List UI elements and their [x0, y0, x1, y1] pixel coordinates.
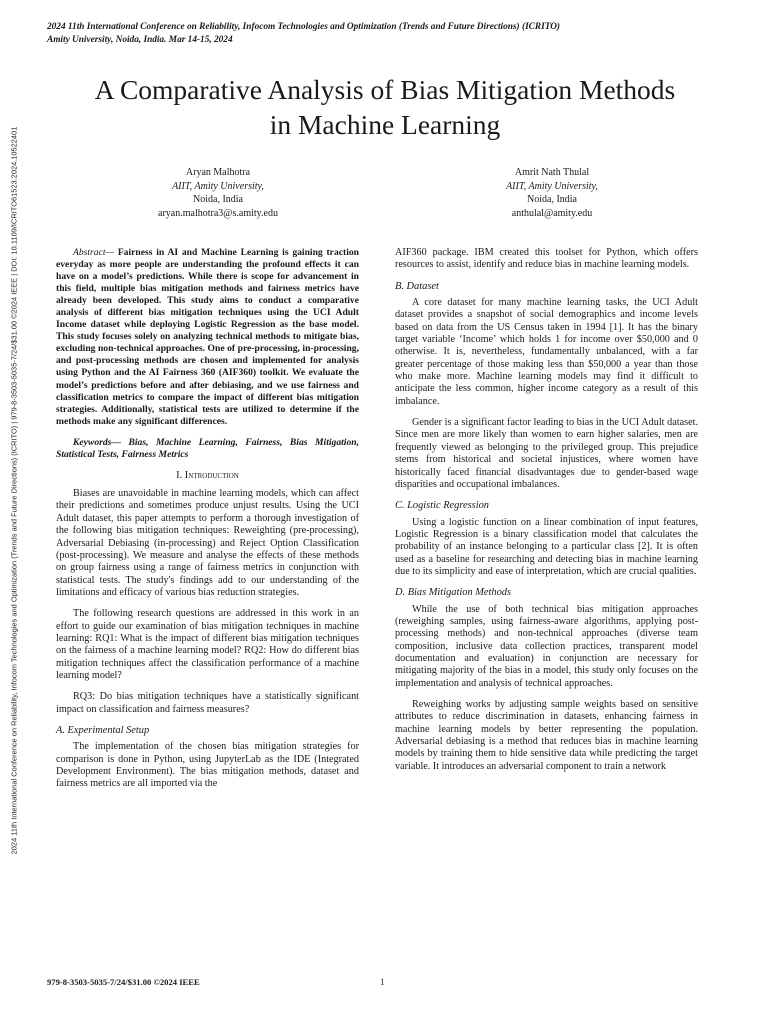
author-location: Noida, India — [193, 194, 243, 205]
subsection-heading-bias-mitigation: D. Bias Mitigation Methods — [395, 587, 512, 599]
author-name: Aryan Malhotra — [185, 167, 251, 178]
keywords-label: Keywords— — [73, 436, 121, 448]
bias-mitigation-paragraph-2: Reweighing works by adjusting sample weights based on sensitive attributes to reduce discrimination in datasets, enhancing fairness in machine learning models by better representing the population. Adversarial debiasing is a method that reduces bias in machine learning models by training them to hide sensitive data while predicting the target variable. It introduces an adversarial component to train a network — [395, 699, 698, 772]
author-affiliation: AIIT, Amity University, — [172, 180, 264, 192]
title-line-1: A Comparative Analysis of Bias Mitigation Methods — [94, 74, 676, 105]
author-affiliation: AIIT, Amity University, — [506, 180, 598, 192]
footer-isbn: 979-8-3503-5035-7/24/$31.00 ©2024 IEEE — [47, 977, 200, 987]
bias-mitigation-paragraph-1: While the use of both technical bias mitigation approaches (reweighing samples, using fairness-aware algorithms, applying post-processing methods) and non-technical approaches (diverse team composition, inclusive data collection practices, transparent model documentation and evaluation) in conjunction are necessary for mitigating majority of the bias in a model, this study only focuses on the implementation and analysis of technical approaches. — [395, 603, 698, 689]
subsection-heading-experimental-setup: A. Experimental Setup — [56, 724, 150, 736]
conference-name: 2024 11th International Conference on Reliability, Infocom Technologies and Optimization (Trends and Future Directions) (ICRITO) — [47, 22, 561, 32]
author-email: aryan.malhotra3@s.amity.edu — [158, 207, 278, 219]
left-column — [56, 247, 359, 800]
abstract-text: Fairness in AI and Machine Learning is gaining traction everyday as more people are understanding the profound effects it can have on a model’s predictions. While there is scope for advancement in this field, multiple bias mitigation methods and fairness metrics have already been developed. This study aims to conduct a comparative analysis of different bias mitigation techniques using the UCI Adult Income dataset while deploying Logistic Regression as the base model. This study focuses solely on analyzing technical methods to mitigate bias, excluding non-technical approaches. One of pre-processing, in-processing, and post-processing methods are chosen and implemented for analysis using Python and the AI Fairness 360 (AIF360) toolkit. We evaluate the model’s predictions before and after debiasing, and we use fairness and classification metrics to compare the impact of different bias mitigation strategies. Additionally, statistical tests are utilized to determine if the methods make any significant differences. — [56, 247, 359, 427]
abstract-label: Abstract— — [73, 247, 115, 258]
keywords — [56, 437, 359, 461]
paper-title — [40, 72, 730, 142]
author-email: anthulal@amity.edu — [511, 207, 593, 219]
subsection-heading-dataset: B. Dataset — [395, 280, 439, 292]
section-heading-introduction: I. Introduction — [176, 469, 239, 481]
dataset-paragraph-2: Gender is a significant factor leading to bias in the UCI Adult dataset. Since men are more likely than women to earn higher salaries, men are frequently viewed as belonging to the privileged group. This prejudice stems from historical and societal injustices, where women have historically faced financial disadvantages due to gender-based wage disparities and occupational imbalances. — [395, 417, 698, 490]
logistic-regression-paragraph: Using a logistic function on a linear combination of input features, Logistic Regression is a binary classification model that calculates the probability of an instance belonging to a particular class [2]. It is often used as a baseline for researching and detecting bias in machine learning due to its simplicity and ease of interpretation, which are crucial qualities. — [395, 516, 698, 577]
intro-paragraph-3: RQ3: Do bias mitigation techniques have a statistically significant impact on classification and fairness measures? — [56, 691, 359, 715]
author-name: Amrit Nath Thulal — [514, 167, 590, 178]
keywords-text: Bias, Machine Learning, Fairness, Bias Mitigation, Statistical Tests, Fairness Metrics — [56, 436, 359, 460]
conference-venue: Amity University, Noida, India. Mar 14-15, 2024 — [47, 35, 233, 45]
intro-paragraph-2: The following research questions are addressed in this work in an effort to guide our examination of bias mitigation techniques in machine learning: RQ1: What is the impact of different bias mitigation techniques on the fairness of a machine learning model? RQ2: How do different bias mitigation techniques affect the classification performance of a machine learning model? — [56, 608, 359, 681]
author-block-1 — [88, 166, 348, 220]
conference-header — [47, 21, 737, 47]
doi-side-text: 2024 11th International Conference on Reliability, Infocom Technologies and Optimization (Trends and Future Directions) (ICRITO) | 979-8-3503-5035-7/24/$31.00 ©2024 IEEE | DOI: 10.1109/ICRITO61523.2024.10522401 — [9, 126, 19, 854]
subsection-heading-logistic-regression: C. Logistic Regression — [395, 500, 489, 512]
dataset-paragraph-1: A core dataset for many machine learning tasks, the UCI Adult dataset provides a snapshot of social demographics and income levels based on data from the US Census taken in 1994 [1]. It has the binary target variable ‘Income’ which holds 1 for income over $50,000 and 0 otherwise. It is, nevertheless, fundamentally unbalanced, with a far greater percentage of those making less than $50,000 a year than those who make more. Machine learning models may find it difficult to anticipate the less common, higher income category as a result of this imbalance. — [395, 297, 698, 407]
page-number: 1 — [380, 977, 385, 987]
title-line-2: in Machine Learning — [269, 109, 501, 140]
right-column — [395, 247, 698, 782]
abstract — [56, 247, 359, 428]
doi-side-strip — [2, 10, 26, 970]
experimental-setup-paragraph: The implementation of the chosen bias mitigation strategies for comparison is done in Python, using JupyterLab as the IDE (Integrated Development Environment). The bias mitigation methods, dataset and fairness metrics are all imported via the — [56, 741, 359, 790]
author-block-2 — [422, 166, 682, 220]
author-location: Noida, India — [527, 194, 577, 205]
intro-paragraph-1: Biases are unavoidable in machine learning models, which can affect their predictions and sometimes produce unjust results. Using the UCI Adult dataset, this paper attempts to perform a thorough investigation of the following bias mitigation techniques: Reweighting (pre-processing), Adversarial Debiasing (in-processing) and Reject Option Classification (post-processing). We measure and analyse the effects of these methods on group fairness using a range of fairness metrics in conjunction with statistical tests. The study's findings add to our understanding of the limitations and efficacy of various bias reduction strategies. — [56, 488, 359, 598]
experimental-setup-continued: AIF360 package. IBM created this toolset for Python, which offers resources to assist, identify and reduce bias in machine learning models. — [395, 247, 698, 271]
